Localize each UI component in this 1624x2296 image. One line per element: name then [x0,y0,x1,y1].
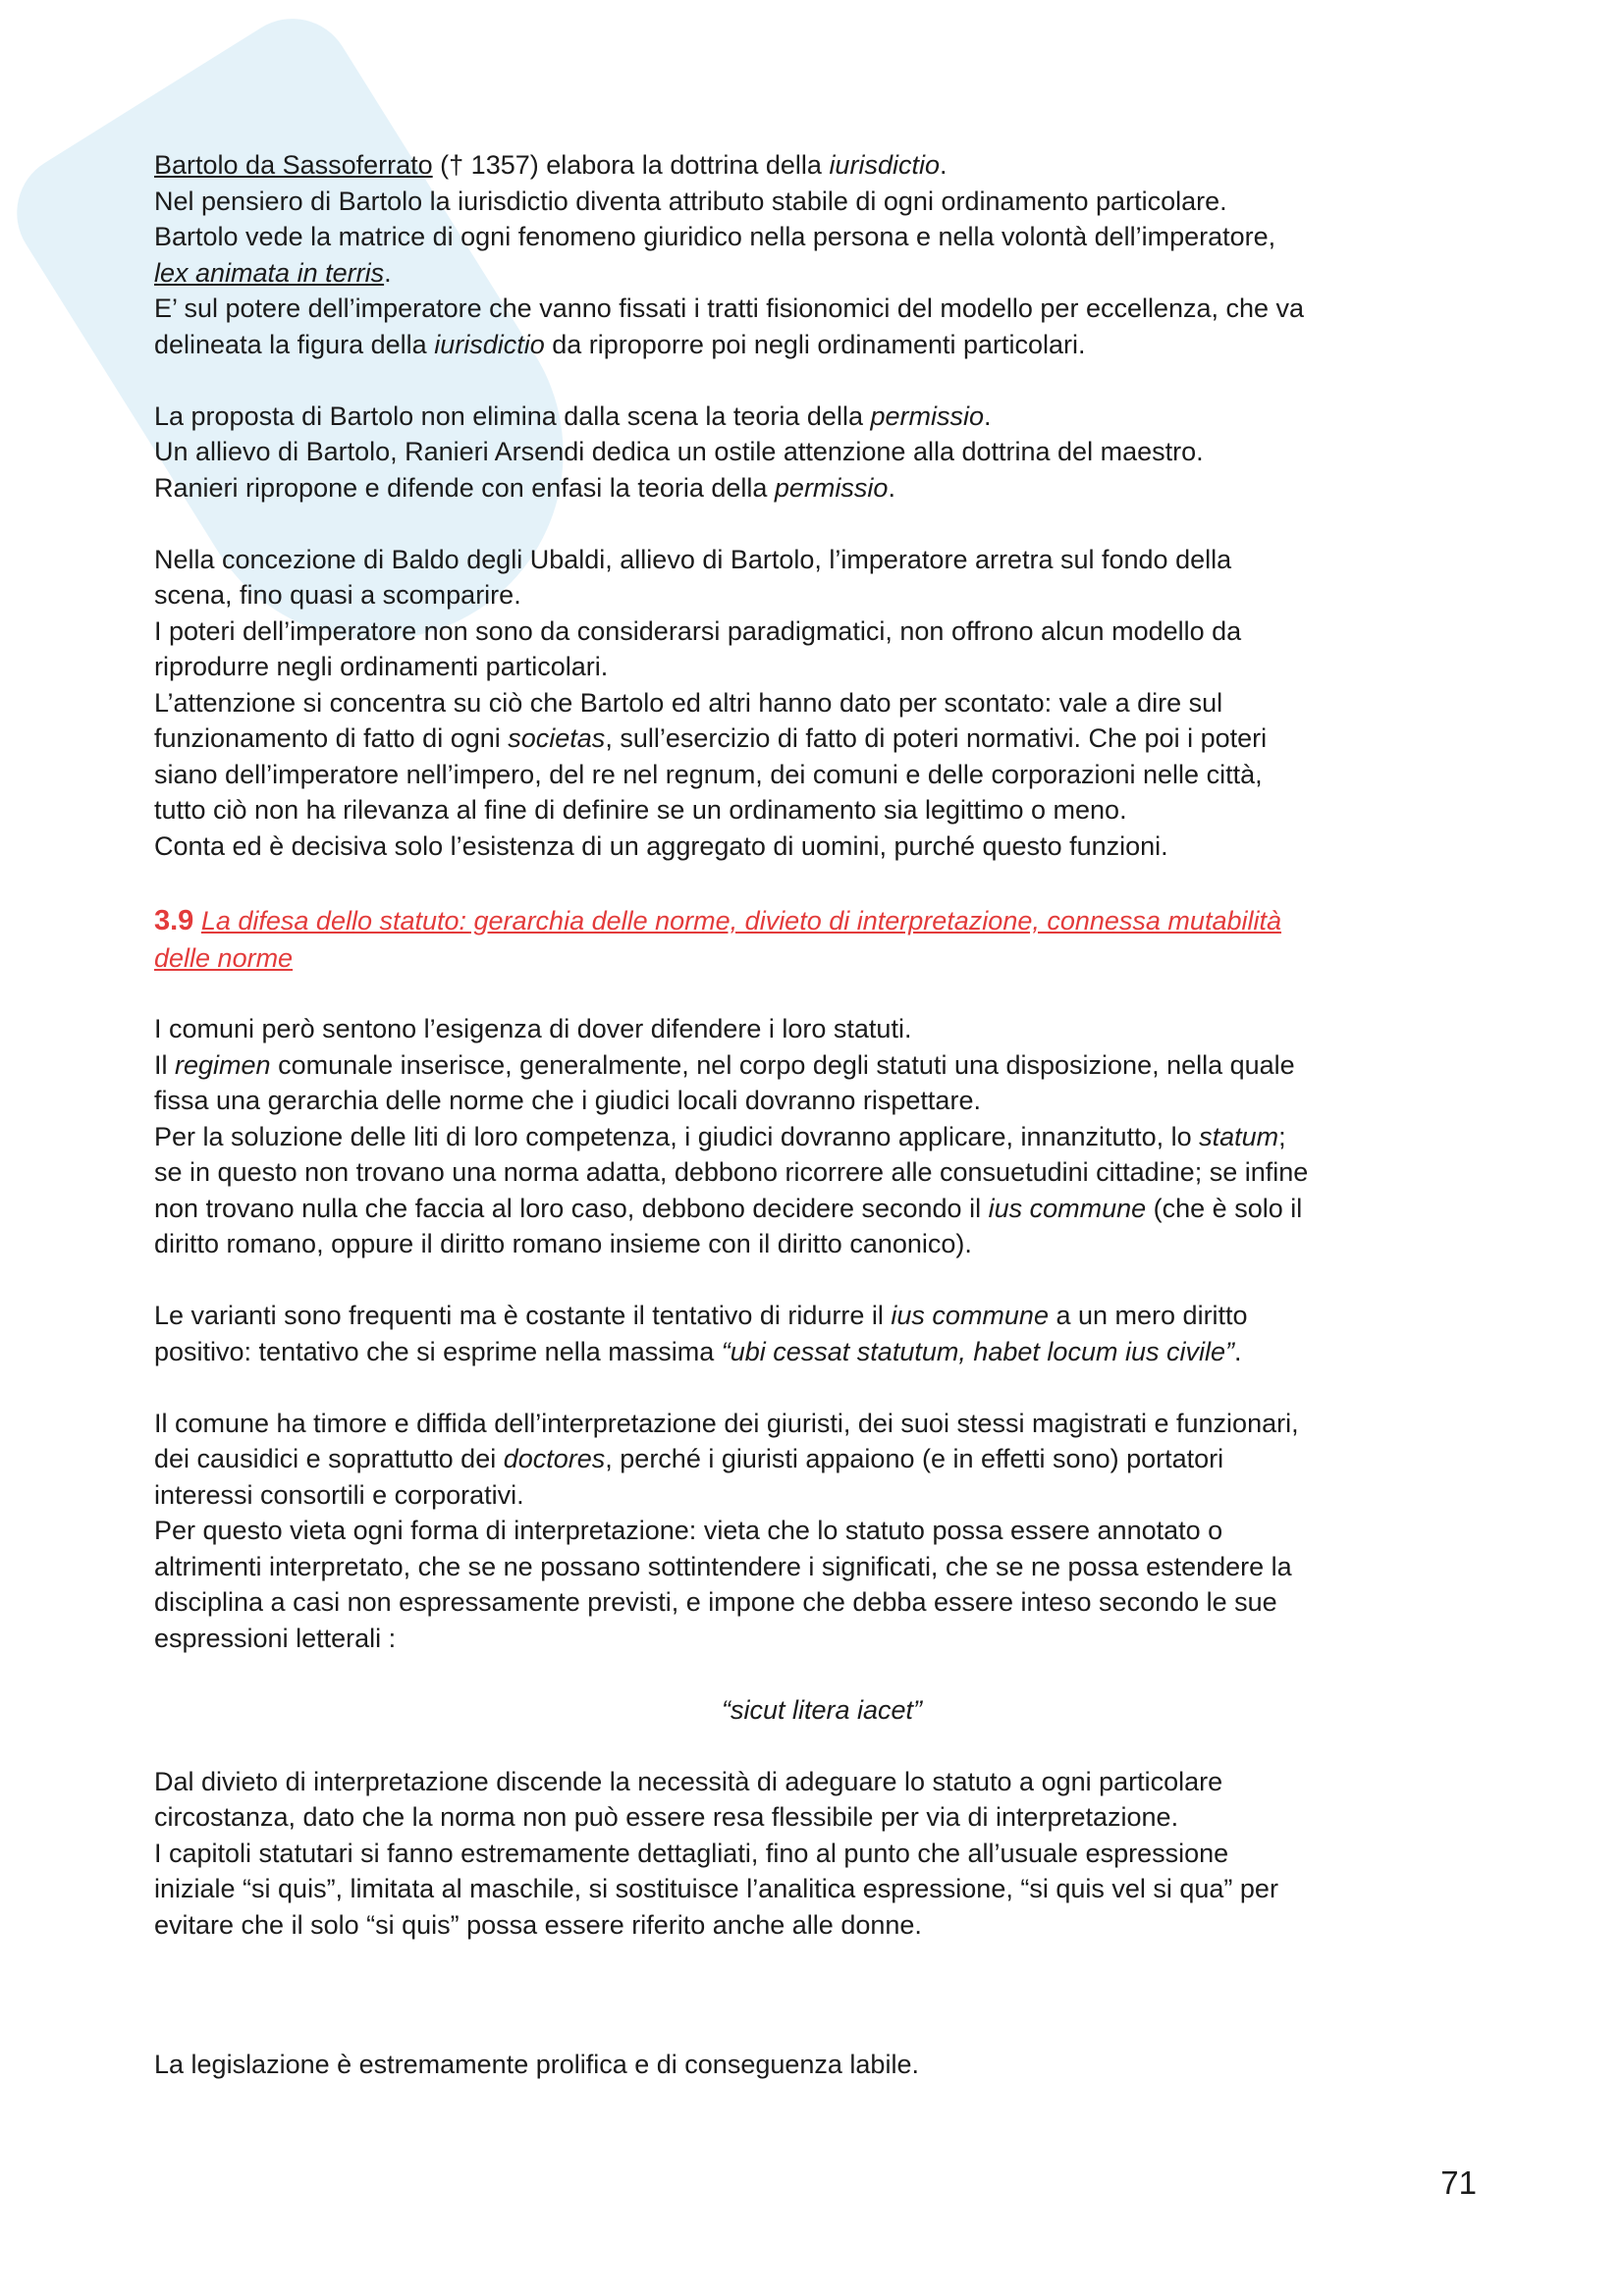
text-line [154,327,1489,363]
text-span: . [888,472,895,503]
italic-term: permissio [870,400,984,431]
paragraph-gap [154,362,1489,399]
section-title-cont: delle norme [154,943,294,973]
italic-term: iurisdictio [434,329,545,359]
paragraph-gap [154,506,1489,542]
text-line: L’attenzione si concentra su ciò che Bartolo ed altri hanno dato per scontato: vale a dire sul [154,687,1223,718]
paragraph-bartolo [154,147,1489,362]
text-span: dei causidici e soprattutto dei [154,1444,504,1473]
text-span: Ranieri ripropone e difende con enfasi la teoria della [154,472,775,503]
italic-term: regimen [175,1049,271,1080]
italic-term: ius commune [891,1301,1049,1330]
text-span: funzionamento di fatto di ogni [154,723,509,753]
text-line [154,1298,1489,1334]
body-text-top [154,147,1489,864]
heading-line [154,939,1489,977]
text-span: Il [154,1049,176,1080]
section-number: 3.9 [154,905,194,936]
text-line: scena, fino quasi a scomparire. [154,580,521,610]
italic-term: ius commune [988,1193,1147,1223]
text-line: circostanza, dato che la norma non può essere resa flessibile per via di interpretazione. [154,1802,1179,1832]
text-line [154,1334,1489,1370]
italic-term: statum [1199,1121,1279,1151]
paragraph-comuni [154,1011,1489,1262]
text-line: interessi consortili e corporativi. [154,1479,524,1510]
section-heading [154,902,1489,977]
text-line [154,255,1489,292]
text-line [154,399,1489,435]
text-line: I capitoli statutari si fanno estremamente dettagliati, fino al punto che all’usuale espressione [154,1838,1229,1868]
text-span: La proposta di Bartolo non elimina dalla scena la teoria della [154,400,871,431]
text-line: Dal divieto di interpretazione discende la necessità di adeguare lo statuto a ogni particolare [154,1766,1223,1796]
text-span: . [1233,1336,1242,1366]
text-span: . [384,257,392,288]
centered-quote: “sicut litera iacet” [721,1694,923,1725]
link-bartolo[interactable]: Bartolo da Sassoferrato [154,150,433,180]
text-span: positivo: tentativo che si esprime nella massima [154,1336,722,1366]
text-span: delineata la figura della [154,329,435,359]
text-line [154,147,1489,184]
italic-underlined-term: lex animata in terris [154,257,385,288]
text-line [154,470,1489,507]
paragraph-gap [154,1369,1489,1406]
paragraph-gap [154,1656,1489,1692]
text-span: non trovano nulla che faccia al loro caso, debbono decidere secondo il [154,1193,989,1223]
text-line: Nel pensiero di Bartolo la iurisdictio diventa attributo stabile di ogni ordinamento particolare. [154,186,1227,216]
italic-quote: “ubi cessat statutum, habet locum ius civile” [721,1336,1234,1366]
paragraph-varianti [154,1298,1489,1369]
text-line: Un allievo di Bartolo, Ranieri Arsendi dedica un ostile attenzione alla dottrina del maestro. [154,437,1204,466]
text-span: , sull’esercizio di fatto di poteri normativi. Che poi i poteri [605,723,1268,753]
italic-term: societas [508,723,606,753]
text-line [154,1119,1489,1155]
italic-term: doctores [503,1444,606,1473]
heading-line [154,902,1489,939]
text-line: siano dell’imperatore nell’impero, del re nel regnum, dei comuni e delle corporazioni nelle città, [154,759,1263,789]
body-text-section [154,1011,1489,1943]
paragraph-divieto [154,1764,1489,1944]
closing-sentence: La legislazione è estremamente prolifica e di conseguenza labile. [154,2050,919,2079]
text-line: Bartolo vede la matrice di ogni fenomeno giuridico nella persona e nella volontà dell’imperatore, [154,222,1276,251]
text-span: Per la soluzione delle liti di loro competenza, i giudici dovranno applicare, innanzitutto, lo [154,1121,1200,1151]
text-span: da riproporre poi negli ordinamenti particolari. [544,329,1086,359]
section-title: La difesa dello statuto: gerarchia delle norme, divieto di interpretazione, connessa mutabilità [200,906,1281,935]
paragraph-permissio [154,399,1489,507]
text-span: (che è solo il [1146,1193,1303,1223]
text-line: I comuni però sentono l’esigenza di dover difendere i loro statuti. [154,1014,912,1043]
text-span: , perché i giuristi appaiono (e in effetti sono) portatori [605,1444,1224,1473]
text-line [154,721,1489,757]
text-line: altrimenti interpretato, che se ne possano sottintendere i significati, che se ne possa estendere la [154,1551,1292,1581]
text-line: riprodurre negli ordinamenti particolari. [154,652,609,681]
text-line [154,1191,1489,1227]
text-line [154,1047,1489,1084]
text-span: ; [1278,1121,1286,1151]
italic-term: permissio [774,472,889,503]
text-line: se in questo non trovano una norma adatta, debbono ricorrere alle consuetudini cittadine; se infine [154,1157,1309,1187]
text-span: . [939,150,947,180]
text-line: E’ sul potere dell’imperatore che vanno fissati i tratti fisionomici del modello per eccellenza, che va [154,294,1305,323]
text-line: Per questo vieta ogni forma di interpretazione: vieta che lo statuto possa essere annotato o [154,1516,1223,1545]
text-line: Nella concezione di Baldo degli Ubaldi, allievo di Bartolo, l’imperatore arretra sul fondo della [154,544,1232,574]
text-line: Il comune ha timore e diffida dell’interpretazione dei giuristi, dei suoi stessi magistrati e funzionari, [154,1408,1299,1438]
text-line: disciplina a casi non espressamente previsti, e impone che debba essere inteso secondo le sue [154,1587,1277,1617]
paragraph-interpretazione [154,1406,1489,1657]
text-line: evitare che il solo “si quis” possa essere riferito anche alle donne. [154,1909,922,1940]
paragraph-gap [154,1728,1489,1764]
text-line: tutto ciò non ha rilevanza al fine di definire se un ordinamento sia legittimo o meno. [154,795,1127,825]
italic-term: iurisdictio [829,150,940,180]
text-line [154,1441,1489,1477]
text-line: fissa una gerarchia delle norme che i giudici locali dovranno rispettare. [154,1086,981,1115]
text-line: Conta ed è decisiva solo l’esistenza di un aggregato di uomini, purché questo funzioni. [154,830,1168,861]
text-line: iniziale “si quis”, limitata al maschile, si sostituisce l’analitica espressione, “si quis vel si qua” per [154,1874,1278,1903]
paragraph-baldo [154,542,1489,865]
text-line: diritto romano, oppure il diritto romano insieme con il diritto canonico). [154,1229,972,1258]
text-line: espressioni letterali : [154,1623,397,1653]
text-span: . [984,400,992,431]
text-span: comunale inserisce, generalmente, nel corpo degli statuti una disposizione, nella quale [270,1049,1295,1080]
text-span: († 1357) elabora la dottrina della [432,150,830,180]
paragraph-gap [154,1262,1489,1299]
text-line: I poteri dell’imperatore non sono da considerarsi paradigmatici, non offrono alcun modello da [154,615,1242,646]
text-span: a un mero diritto [1048,1301,1248,1330]
text-span: Le varianti sono frequenti ma è costante il tentativo di ridurre il [154,1301,892,1330]
page-number: 71 [1440,2164,1477,2201]
